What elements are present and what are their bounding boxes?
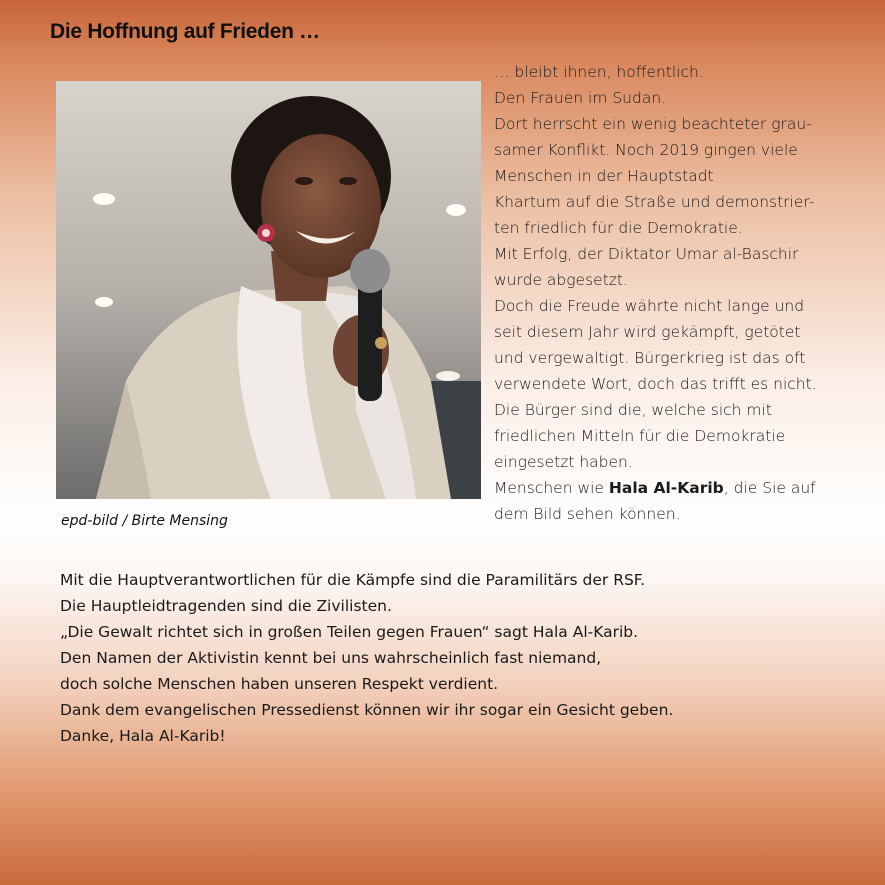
text-line: … bleibt ihnen, hoffentlich. [494,63,704,81]
page-title: Die Hoffnung auf Frieden … [50,20,320,43]
text-line: Menschen in der Hauptstadt [494,167,714,185]
person-name: Hala Al-Karib [608,479,724,497]
text-line: samer Konflikt. Noch 2019 gingen viele [494,141,798,159]
text-line: Mit die Hauptverantwortlichen für die Kämpfe sind die Paramilitärs der RSF. [60,571,646,589]
text-line: eingesetzt haben. [494,453,633,471]
portrait-illustration [56,81,481,499]
text-line: ten friedlich für die Demokratie. [494,219,743,237]
text-line: dem Bild sehen können. [494,505,681,523]
text-line: Khartum auf die Straße und demonstrier- [494,193,815,211]
text-line: wurde abgesetzt. [494,271,628,289]
text-line: Dank dem evangelischen Pressedienst können wir ihr sogar ein Gesicht geben. [60,701,674,719]
portrait-photo [56,81,481,499]
text-line: „Die Gewalt richtet sich in großen Teilen gegen Frauen“ sagt Hala Al-Karib. [60,623,639,641]
text-line: friedlichen Mitteln für die Demokratie [494,427,786,445]
text-line: Mit Erfolg, der Diktator Umar al-Baschir [494,245,799,263]
text-line: Die Hauptleidtragenden sind die Zivilisten. [60,597,392,615]
bottom-paragraph [60,567,860,749]
text-line: Die Bürger sind die, welche sich mit [494,401,772,419]
text-line: Den Namen der Aktivistin kennt bei uns wahrscheinlich fast niemand, [60,649,602,667]
text-line: seit diesem Jahr wird gekämpft, getötet [494,323,801,341]
text-line: Den Frauen im Sudan. [494,89,667,107]
photo-caption: epd-bild / Birte Mensing [61,513,228,529]
text-line: verwendete Wort, doch das trifft es nicht. [494,375,817,393]
text-line [494,475,874,501]
text-line: Dort herrscht ein wenig beachteter grau- [494,115,812,133]
text-line: doch solche Menschen haben unseren Respekt verdient. [60,675,499,693]
text-line: Doch die Freude währte nicht lange und [494,297,805,315]
text-fragment: , die Sie auf [723,479,816,497]
text-line: und vergewaltigt. Bürgerkrieg ist das oft [494,349,806,367]
text-line: Danke, Hala Al-Karib! [60,727,226,745]
right-column-text [494,59,874,527]
text-fragment: Menschen wie [494,479,609,497]
